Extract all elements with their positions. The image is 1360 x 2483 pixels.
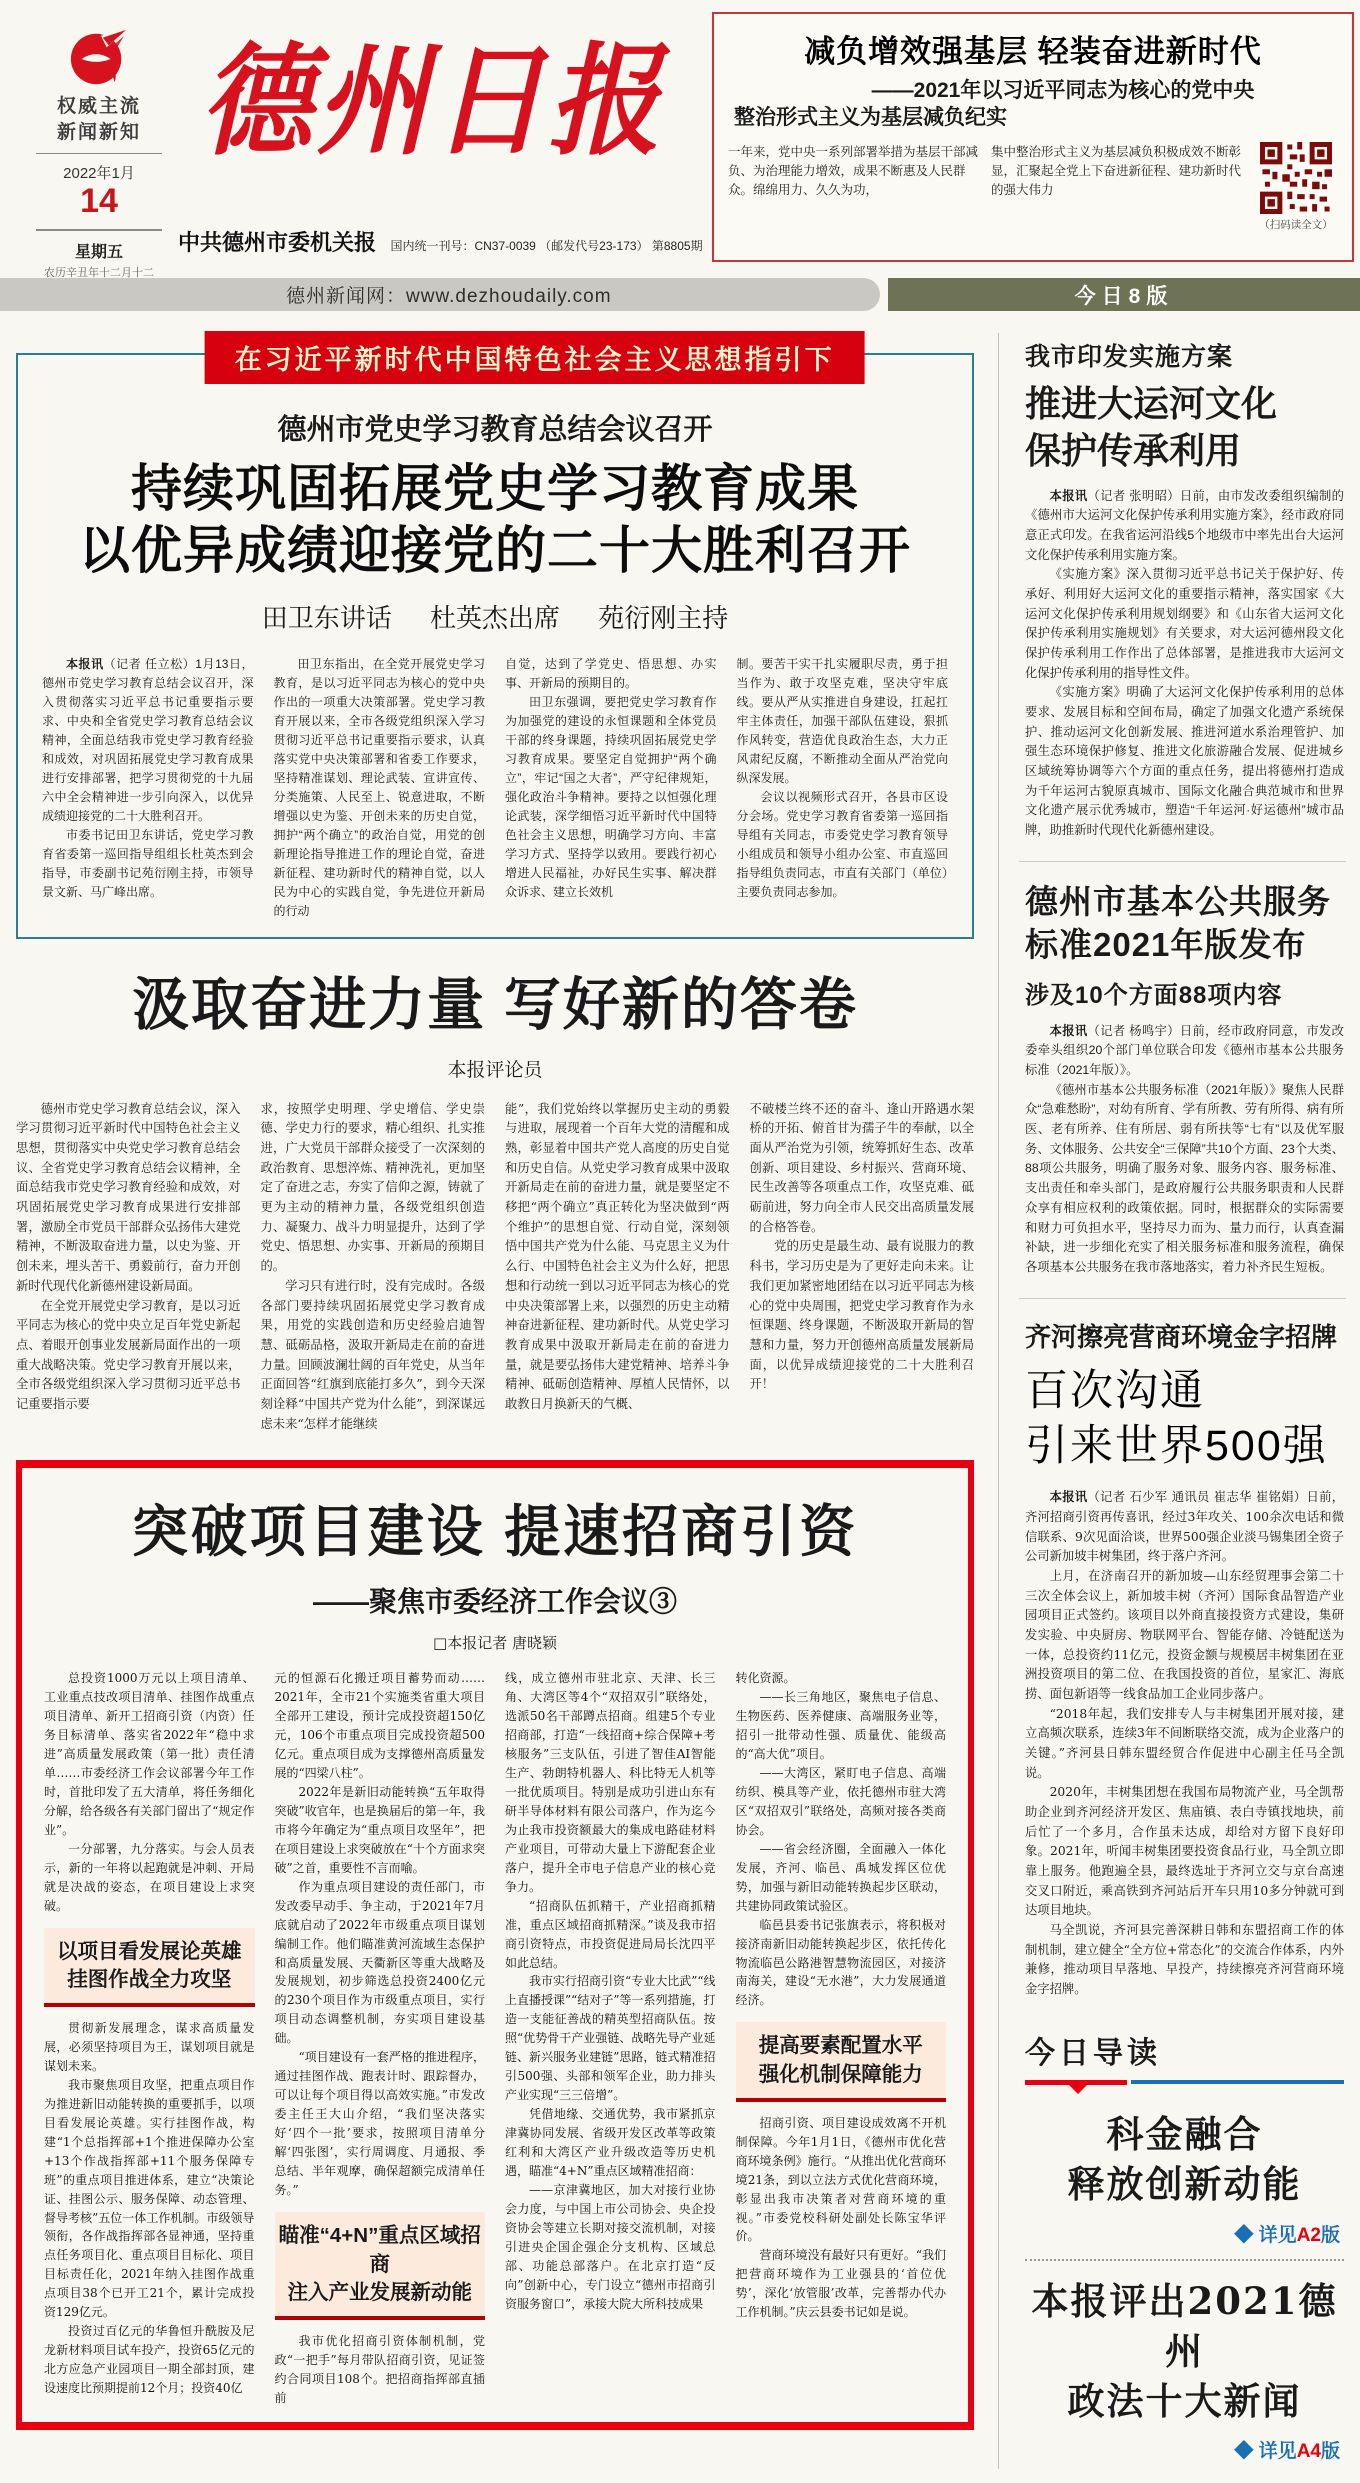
website-url: 德州新闻网：www.dezhoudaily.com xyxy=(286,286,612,307)
paragraph: 《德州市基本公共服务标准（2021年版）》聚焦人民群众“急难愁盼”，对幼有所育、学有所教、劳有所得、病有所医、老有所养、住有所居、弱有所扶等“七有”以及优军服务、文体服务、公共安全“三保障”共10个方面、23个大类、88项公共服务，明确了服务对象、服务内容、服务标准、支出责任和牵头部门，是政府履行公共服务职责和人民群众享有相应权利的政策依据。同时，根据群众的实际需要和财力可负担水平，坚持尽力而为、量力而行，认真查漏补缺，进一步细化充实了相关服务标准和服务流程，确保各项基本公共服务在我市落地落实，着力补齐民生短板。 xyxy=(1025,1082,1344,1274)
paragraph: 一分部署，九分落实。与会人员表示，新的一年将以起跑就是冲刺、开局就是决战的姿态，在项目建设上求突破。 xyxy=(44,1841,255,1913)
feature-crosshead-3 xyxy=(736,2022,947,2101)
lead-headline-line2: 以优异成绩迎接党的二十大胜利召开 xyxy=(78,522,911,580)
digest-item xyxy=(1025,2110,1344,2247)
right-article-standards xyxy=(1019,874,1346,1292)
info-bar xyxy=(0,278,1360,311)
article-headline xyxy=(1025,381,1344,475)
issue-info: 国内统一刊号：CN37-0039 （邮发代号23-173） 第8805期 xyxy=(390,239,703,253)
content-grid xyxy=(0,311,1360,2483)
paragraph: ——大湾区，紧盯电子信息、高端纺织、模具等产业，依托德州市驻大湾区“双招双引”联络处，高频对接各类商协会。 xyxy=(735,1765,946,1837)
right-article-qihe xyxy=(1019,1311,1346,2014)
lead-column-4 xyxy=(737,655,949,920)
paragraph: “招商队伍抓精干，产业招商抓精准，重点区域招商抓精深。”谈及我市招商引资特点，市投资促进局局长沈四平如此总结。 xyxy=(505,1898,716,1970)
paragraph: ——京津冀地区，加大对接行业协会力度，与中国上市公司协会、央企投资协会等建立长期对接交流机制，对接引进央企国企强企分支机构、区域总部、功能总部落户。在北京打造“反向”创新中心，专门设立“德州市招商引资服务窗口”，承接大院大所科技成果 xyxy=(505,2182,716,2311)
crosshead-line2: 挂图作战全力攻坚 xyxy=(67,1968,232,1992)
headline-line1: 德州市基本公共服务 xyxy=(1025,882,1331,920)
lead-kicker: 德州市党史学习教育总结会议召开 xyxy=(277,412,713,446)
paragraph: 总投资1000万元以上项目清单、工业重点技改项目清单、挂图作战重点项目清单、新开工招商引资（内资）任务目标清单、落实省2022年“稳中求进”高质量发展政策（第一批）责任清单……市委经济工作会议部署今年工作时，首批印发了五大清单，将任务细化分解，给各级各有关部门留出了“规定作业”。 xyxy=(44,1671,255,1837)
topbox-column-1: 一年来，党中央一系列部署举措为基层干部减负、为治理能力增效，成果不断惠及人民群众。绵绵用力、久久为功， xyxy=(728,143,979,198)
crosshead-line2: 注入产业发展新动能 xyxy=(287,2281,472,2305)
editorial-byline: 本报评论员 xyxy=(447,1058,543,1081)
topbox-subhead xyxy=(728,77,1338,132)
top-right-article-box xyxy=(712,12,1354,262)
article-subhead: 涉及10个方面88项内容 xyxy=(1025,981,1283,1009)
feature-column-4 xyxy=(736,1669,947,2408)
paragraph: 田卫东指出，在全党开展党史学习教育，是以习近平同志为核心的党中央作出的一项重大决策部署。党史学习教育开展以来，全市各级党组织深入学习贯彻习近平总书记重要指示要求，认真落实党中央决策部署和省委工作要求，坚持精准谋划、理论武装、宣讲宣传、分类施策、人民至上、锐意进取，不断增强以史为鉴、开创未来的历史自觉，拥护“两个确立”的政治自觉，用党的创新理论指导推进工作的理论自觉，奋进新征程、建功新时代的精神自觉，以人民为中心的实践自觉，争先进位开新局的行动 xyxy=(273,657,485,918)
topbox-headline: 减负增效强基层 轻装奋进新时代 xyxy=(804,34,1262,69)
paragraph: 《实施方案》深入贯彻习近平总书记关于保护好、传承好、利用好大运河文化的重要指示精神，落实国家《大运河文化保护传承利用规划纲要》和《山东省大运河文化保护传承利用实施规划》有关要求，对大运河德州段文化保护传承利用工作作出了总体部署，是推进我市大运河文化保护传承利用的指导性文件。 xyxy=(1025,567,1344,680)
left-section xyxy=(16,327,974,2469)
paragraph xyxy=(1025,487,1344,566)
lead-byline: 田卫东讲话 杜英杰出席 苑衍刚主持 xyxy=(261,604,729,635)
masthead xyxy=(0,0,1360,278)
paragraph: 制。要苦干实干扎实履职尽责，勇于担当作为、敢于攻坚克难，坚决守牢底线。要从严从实推进自身建设，扛起扛牢主体责任，加强干部队伍建设，狠抓作风转变，营造优良政治生态，大力正风肃纪反腐，不断推动全面从严治党向纵深发展。 xyxy=(736,657,948,786)
paragraph: 临邑县委书记张旗表示，将积极对接济南新旧动能转换起步区，依托传化物流临邑公路港智慧物流园区，对接济南海关，建设“无水港”，大力发展通道经济。 xyxy=(735,1917,946,2008)
paragraph: 上月，在济南召开的新加坡—山东经贸理事会第二十三次全体会议上，新加坡丰树（齐河）国际食品智造产业园项目正式签约。该项目以外商直接投资方式建设，集研发实验、中央厨房、物联网平台、智能存储、冷链配送为一体，总投资约11亿元，投资金额与规模居丰树集团在亚洲投资项目的第二位、在我国投资的首位，星家汇、海底捞、面包新语等一线食品加工企业同步落户。 xyxy=(1025,1568,1344,1702)
paragraph xyxy=(1025,1487,1344,1567)
crosshead-line1: 瞄准“4+N”重点区域招商 xyxy=(278,2223,481,2276)
diamond-icon: ◆ xyxy=(1234,2224,1254,2246)
topbox-column-2: 集中整治形式主义为基层减负积极成效不断彰显，汇聚起全党上下奋进新征程、建功新时代的强大伟力 xyxy=(991,143,1242,198)
column-divider xyxy=(998,333,999,2469)
crosshead-line2: 强化机制保障能力 xyxy=(758,2063,923,2087)
paragraph-text: （记者 张明昭）日前，由市发改委组织编制的《德州市大运河文化保护传承利用实施方案》，经市政府同意正式印发。在我省运河沿线5个地级市中率先出台大运河文化保护传承利用实施方案。 xyxy=(1025,488,1344,562)
newspaper-title: 德州日报 xyxy=(200,30,664,173)
digest-rule-arrow-icon xyxy=(1069,2085,1087,2094)
feature-column-1 xyxy=(44,1669,255,2408)
masthead-left-block xyxy=(30,26,168,280)
qr-code-icon xyxy=(1260,142,1332,214)
diamond-icon: ◆ xyxy=(1234,2441,1254,2463)
paragraph-text: （记者 任立松）1月13日，德州市党史学习教育总结会议召开，深入贯彻落实习近平总书记重要指示要求、中央和全省党史学习教育总结会议精神，全面总结我市党史学习教育经验和成效，对巩固拓展党史学习教育成果进行安排部署，把学习贯彻党的十九届六中全会精神进一步引向深入，以优异成绩迎接党的二十大胜利召开。 xyxy=(42,657,254,824)
right-article-canal xyxy=(1019,331,1346,855)
paragraph: 不破楼兰终不还的奋斗、逢山开路遇水架桥的开拓、俯首甘为孺子牛的奉献，以全面从严治党为引领，统筹抓好生态、改革创新、项目建设、乡村振兴、营商环境、民生改善等各项重点工作，攻坚克难、砥砺前进，努力向全市人民交出高质量发展的合格答卷。 xyxy=(749,1101,974,1234)
digest-item xyxy=(1025,2277,1344,2464)
paragraph: 元的恒源石化搬迁项目蓄势而动……2021年，全市21个实施类省重大项目全部开工建设，预计完成投资超150亿元，106个市重点项目完成投资超500亿元。重点项目成为支撑德州高质量发展的“四梁八柱”。 xyxy=(274,1671,485,1780)
section-separator xyxy=(1019,1298,1346,1299)
editorial-body xyxy=(16,1100,974,1434)
editorial-column-1 xyxy=(16,1100,241,1434)
digest-title: 今日导读 xyxy=(1025,2035,1161,2071)
article-body xyxy=(1025,1022,1344,1278)
masthead-weekday: 星期五 xyxy=(74,243,123,261)
lede-label: 本报讯 xyxy=(1049,488,1088,503)
paragraph: 营商环境没有最好只有更好。“我们把营商环境作为工业强县的‘首位优势’，深化‘放管服’改革，完善帮办代办工作机制。”庆云县委书记如是说。 xyxy=(735,2248,946,2320)
paragraph: 我市优化招商引资体制机制，党政“一把手”每月带队招商引资，见证签约合同项目108个。把招商指挥部直插前 xyxy=(274,2333,485,2405)
ref-label: 详见 xyxy=(1258,2224,1297,2246)
paragraph: 贯彻新发展理念，谋求高质量发展，必须坚持项目为王，谋划项目就是谋划未来。 xyxy=(44,2020,255,2073)
digest-ref xyxy=(1025,2436,1340,2463)
digest-rule xyxy=(1025,2080,1344,2094)
paragraph: 招商引资、项目建设成效离不开机制保障。今年1月1日，《德州市优化营商环境条例》施行。“从推出优化营商环境21条，到以立法方式优化营商环境，彰显出我市决策者对营商环境的重视。”市委党校科研处副处长陈宝华评价。 xyxy=(735,2115,946,2244)
article-kicker: 齐河擦亮营商环境金字招牌 xyxy=(1025,1322,1338,1353)
paragraph: 会议以视频形式召开，各县市区设分会场。党史学习教育省委第一巡回指导组有关同志，市委党史学习教育领导小组成员和领导小组办公室、市直巡回指导组负责同志，市直有关部门（单位）主要负责同志参加。 xyxy=(736,790,948,899)
paragraph: 田卫东强调，要把党史学习教育作为加强党的建设的永恒课题和全体党员干部的终身课题，持续巩固拓展党史学习教育成果。要坚定自觉拥护“两个确立”，牢记“国之大者”，严守纪律规矩，强化政治斗争精神。要持之以恒强化理论武装，深学细悟习近平新时代中国特色社会主义思想，明确学习方向、丰富学习方式、坚持学以致用。要践行初心增进人民福祉，办好民生实事、解决群众诉求、建立长效机 xyxy=(505,695,717,899)
feature-subhead: ——聚焦市委经济工作会议③ xyxy=(312,1586,677,1618)
paragraph-text: （记者 杨鸣宇）日前，经市政府同意，市发改委牵头组织20个部门单位联合印发《德州市基本公共服务标准（2021年版）》。 xyxy=(1025,1023,1344,1078)
masthead-lunar-date: 农历辛丑年十二月十二 xyxy=(44,266,154,279)
editorial-column-2 xyxy=(261,1100,486,1434)
topbox-subhead-line2: 整治形式主义为基层减负纪实 xyxy=(734,106,1007,130)
today-digest xyxy=(1019,2024,1346,2464)
paragraph: 转化资源。 xyxy=(735,1671,796,1686)
digest-headline-line2: 政法十大新闻 xyxy=(1067,2378,1302,2423)
article-kicker: 我市印发实施方案 xyxy=(1025,343,1234,371)
feature-headline: 突破项目建设 提速招商引资 xyxy=(131,1500,859,1564)
paragraph: 《实施方案》明确了大运河文化保护传承利用的总体要求、发展目标和空间布局，确定了加强文化遗产系统保护、推动运河文化创新发展、推进河道水系治理管护、加强生态环境保护修复、推进文化旅游融合发展、促进城乡区域统筹协调等六个方面的重点任务，提出将德州打造成为千年运河古貌原真城市、国际文化融合典范城市和世界文化遗产展示优秀城市，塑造“千年运河·好运德州”城市品牌，助推新时代现代化新德州建设。 xyxy=(1025,685,1344,838)
masthead-date: 2022年1月 xyxy=(63,165,135,183)
lead-body xyxy=(42,655,948,920)
paragraph: 求，按照学史明理、学史增信、学史崇德、学史力行的要求，精心组织、扎实推进，广大党员干部群众接受了一次深刻的政治教育、思想淬炼、精神洗礼，更加坚定了奋进之志，夯实了信仰之源，铸就了更为主动的精神力量，各级党组织创造力、凝聚力、战斗力明显提升，达到了学党史、悟思想、办实事、开新局的预期目的。 xyxy=(260,1101,485,1274)
feature-body xyxy=(44,1669,946,2408)
ref-suffix: 版 xyxy=(1320,2224,1340,2246)
editorial-column-3 xyxy=(505,1100,730,1434)
org-name: 中共德州市委机关报 xyxy=(178,230,377,255)
paragraph: 德州市党史学习教育总结会议，深入学习贯彻习近平新时代中国特色社会主义思想，贯彻落实中央党史学习教育总结会议、全省党史学习教育总结会议精神，全面总结我市党史学习教育经验和成效，对巩固拓展党史学习教育成果进行安排部署，激励全市党员干部群众弘扬伟大建党精神，不断汲取奋进力量，以史为鉴、开创未来，埋头苦干、勇毅前行，奋力开创新时代现代化新德州建设新局面。 xyxy=(16,1101,241,1293)
paragraph-text: （记者 石少军 通讯员 崔志华 崔铭娟）日前，齐河招商引资再传喜讯，经过3年攻关、100余次电话和微信联系、9次见面洽谈，世界500强企业淡马锡集团全资子公司新加坡丰树集团，终于落户齐河。 xyxy=(1025,1490,1344,1564)
right-section xyxy=(1019,327,1346,2469)
paragraph: 线，成立德州市驻北京、天津、长三角、大湾区等4个“双招双引”联络处，选派50名干部蹲点招商。组建5个专业招商部，打造“一线招商+综合保障+考核服务”三支队伍，引进了智佳AI智能生产、勃朗特机器人、科比特无人机等一批优质项目。特别是成功引进山东有研半导体材料有限公司落户，作为迄今为止我市投资额最大的集成电路硅材料产业项目，可带动大量上下游配套企业落户，提升全市电子信息产业的核心竞争力。 xyxy=(505,1671,716,1894)
feature-article xyxy=(16,1460,974,2430)
paragraph: 在全党开展党史学习教育，是以习近平同志为核心的党中央立足百年党史新起点、着眼开创事业发展新局面作出的一项重大战略决策。党史学习教育开展以来，全市各级党组织深入学习贯彻习近平总书记重要指示要 xyxy=(16,1298,241,1411)
digest-headline-line1: 本报评出2021德州 xyxy=(1031,2278,1338,2373)
website-bar xyxy=(0,278,880,311)
headline-line2: 保护传承利用 xyxy=(1025,429,1242,472)
paragraph: ——省会经济圈，全面融入一体化发展，齐河、临邑、禹城发挥区位优势，加强与新旧动能转换起步区联动，共建协同政策试验区。 xyxy=(735,1841,946,1913)
editorial-article xyxy=(16,959,974,1434)
article-body xyxy=(1025,1487,1344,1999)
topbox-body xyxy=(728,142,1338,233)
masthead-slogan xyxy=(30,94,168,145)
slogan-line-1: 权威主流 xyxy=(56,96,141,117)
paragraph xyxy=(42,655,254,826)
slogan-line-2: 新闻新知 xyxy=(56,121,141,143)
paragraph: 能”，我们党始终以掌握历史主动的勇毅与进取，展现着一个百年大党的清醒和成熟，彰显着中国共产党人高度的历史自觉和历史自信。从党史学习教育成果中汲取开新局走在前的奋进力量，就是要坚定不移把“两个确立”真正转化为坚决做到“两个维护”的思想自觉、行动自觉，深刻领悟中国共产党为什么能、马克思主义为什么行、中国特色社会主义为什么好，把思想和行动统一到以习近平同志为核心的党中央决策部署上来，以强烈的历史主动精神奋进新征程、建功新时代。从党史学习教育成果中汲取开新局走在前的奋进力量，就是要弘扬伟大建党精神、培养斗争精神、砥砺创造精神、厚植人民情怀，以敢教日月换新天的气概、 xyxy=(505,1101,730,1411)
ref-suffix: 版 xyxy=(1320,2441,1340,2463)
qr-caption: （扫码读全文） xyxy=(1259,218,1333,231)
ref-page: A4 xyxy=(1296,2441,1321,2463)
paragraph: 党的历史是最生动、最有说服力的教科书，学习历史是为了更好走向未来。让我们更加紧密地团结在以习近平同志为核心的党中央周围，把党史学习教育作为永恒课题、终身课题，不断汲取开新局的智慧和力量，努力开创德州高质量发展新局面，以优异成绩迎接党的二十大胜利召开！ xyxy=(749,1239,974,1392)
lead-article xyxy=(16,345,974,939)
paragraph: 投资过百亿元的华鲁恒升酰胺及尼龙新材料项目试车投产，投资65亿元的北方应急产业园项目一期全部封顶，建设速度比预期提前12个月；投资40亿 xyxy=(44,2324,255,2396)
masthead-day-number: 14 xyxy=(80,182,118,221)
pages-bar xyxy=(888,278,1360,311)
pages-count: 今日8版 xyxy=(1074,284,1174,308)
headline-line1: 推进大运河文化 xyxy=(1025,383,1278,425)
feature-byline: □本报记者 唐晓颖 xyxy=(433,1634,557,1653)
headline-line2: 标准2021年版发布 xyxy=(1025,926,1307,964)
newspaper-logo-icon xyxy=(68,26,130,88)
topbox-subhead-line1: ——2021年以习近平同志为核心的党中央 xyxy=(871,79,1255,102)
digest-headline xyxy=(1025,2110,1344,2210)
lede-label: 本报讯 xyxy=(1049,1023,1088,1038)
digest-headline xyxy=(1025,2277,1344,2427)
editorial-headline: 汲取奋进力量 写好新的答卷 xyxy=(132,972,858,1037)
lead-column-3 xyxy=(505,655,717,920)
lead-column-2 xyxy=(274,655,486,920)
digest-headline-line2: 释放创新动能 xyxy=(1067,2161,1302,2206)
red-slogan-banner: 在习近平新时代中国特色社会主义思想指引下 xyxy=(205,331,865,384)
lead-column-1 xyxy=(42,655,254,920)
org-row xyxy=(178,226,703,257)
paragraph: “项目建设有一套严格的推进程序，通过挂图作战、跑表计时、跟踪督办，可以让每个项目得以高效实施。”市发改委主任王大山介绍，“我们坚决落实好‘四个一批’要求，按照项目清单分解‘四张图’，实行周调度、月通报、季总结、半年观摩，确保超额完成清单任务。” xyxy=(274,2050,485,2197)
paragraph: 学习只有进行时，没有完成时。各级各部门要持续巩固拓展党史学习教育成果，用党的实践创造和历史经验启迪智慧、砥砺品格，汲取开新局走在前的奋进力量。回顾波澜壮阔的百年党史，从当年正面回答“红旗到底能打多久”，到今天深刻诠释“中国共产党为什么能”，到深谋远虑未来“怎样才能继续 xyxy=(260,1278,485,1431)
article-headline xyxy=(1025,1364,1344,1476)
ref-page: A2 xyxy=(1296,2224,1321,2246)
lead-headline-line1: 持续巩固拓展党史学习教育成果 xyxy=(130,460,859,517)
digest-rule-blue xyxy=(1131,2080,1344,2084)
feature-column-3 xyxy=(505,1669,716,2408)
headline-line2: 引来世界500强 xyxy=(1025,1422,1328,1471)
article-headline xyxy=(1025,880,1344,967)
digest-ref xyxy=(1025,2220,1340,2247)
paragraph: 作为重点项目建设的责任部门，市发改委早动手、争主动，于2021年7月底就启动了2022年市级重点项目谋划编制工作。他们瞄准黄河流域生态保护和高质量发展、天衢新区等重大战略及发展规划，初步筛选总投资2400亿元的230个项目作为市级重点项目，实行项目动态调整机制，夯实项目建设基础。 xyxy=(274,1879,485,2046)
paragraph: 自觉，达到了学党史、悟思想、办实事、开新局的预期目的。 xyxy=(505,657,717,691)
ref-label: 详见 xyxy=(1258,2441,1297,2463)
paragraph: 马全凯说，齐河县完善深耕日韩和东盟招商工作的体制机制，建立健全“全方位+常态化”的交流合作体系，内外兼修，推动项目早落地、早投产，持续擦亮齐河营商环境金字招牌。 xyxy=(1025,1923,1344,1997)
feature-crosshead-2 xyxy=(275,2212,486,2320)
digest-dotted-divider xyxy=(1025,2259,1344,2261)
lead-headline xyxy=(42,458,948,582)
digest-headline-line1: 科金融合 xyxy=(1106,2111,1263,2156)
feature-column-2 xyxy=(275,1669,486,2408)
feature-crosshead-1 xyxy=(44,1928,255,2007)
editorial-column-4 xyxy=(750,1100,975,1434)
lede-label: 本报讯 xyxy=(1049,1489,1088,1505)
paragraph: 市委书记田卫东讲话，党史学习教育省委第一巡回指导组组长杜英杰到会指导，市委副书记苑衍刚主持，市领导景文新、马广峰出席。 xyxy=(42,828,254,899)
qr-code-block xyxy=(1254,142,1338,233)
article-body xyxy=(1025,487,1344,841)
crosshead-line1: 提高要素配置水平 xyxy=(758,2034,923,2058)
headline-line1: 百次沟通 xyxy=(1025,1366,1205,1415)
paragraph: ——长三角地区，聚焦电子信息、生物医药、医养健康、高端服务业等，招引一批带动性强、质量优、能级高的“高大优”项目。 xyxy=(735,1690,946,1762)
paragraph xyxy=(1025,1022,1344,1081)
paragraph: 我市聚焦项目攻坚，把重点项目作为推进新旧动能转换的重要抓手，以项目看发展论英雄。实行挂图作战，构建“1个总指挥部+1个推进保障办公室+13个作战指挥部+11个服务保障专班”的重点项目推进体系，建立“决策论证、挂图公示、服务保障、动态管理、督导考核”五位一体工作机制。市级领导领衔，各作战指挥部各显神通，坚持重点任务项目化、重点项目目标化、项目目标责任化，2021年纳入挂图作战重点项目38个已开工21个，累计完成投资129亿元。 xyxy=(44,2077,255,2320)
paragraph: “2018年起，我们安排专人与丰树集团开展对接，建立高频次联系，连续3年不间断联络交流，成为企业落户的关键。”齐河县日韩东盟经贸合作促进中心副主任马全凯说。 xyxy=(1025,1706,1344,1780)
paragraph: 2020年，丰树集团想在我国布局物流产业，马全凯帮助企业到齐河经济开发区、焦庙镇、表白寺镇找地块，前后忙了一个多月，合作虽未达成，却给对方留下良好印象。2021年，听闻丰树集团要投资食品行业，马全凯立即靠上服务。他跑遍全县，最终选址于齐河立交与京台高速交叉口附近，乘高铁到齐河站后开车只用10多分钟就可到达项目地块。 xyxy=(1025,1785,1344,1918)
masthead-divider-2 xyxy=(36,229,162,231)
paragraph: 我市实行招商引资“专业大比武”“线上直播授课”“结对子”等一系列措施，打造一支能征善战的精英型招商队伍。按照“优势骨干产业强链、战略先导产业延链、新兴服务业建链”思路，链式精准招引500强、头部和领军企业，助力排头产业实现“三三倍增”。 xyxy=(505,1974,716,2103)
paragraph: 凭借地缘、交通优势，我市紧抓京津冀协同发展、省级开发区改革等政策红利和大湾区产业升级改造等历史机遇，瞄准“4+N”重点区域精准招商： xyxy=(505,2107,716,2178)
crosshead-line1: 以项目看发展论英雄 xyxy=(57,1939,242,1963)
paragraph: 2022年是新旧动能转换“五年取得突破”收官年，也是换届后的第一年，我市将今年确定为“重点项目攻坚年”，把在项目建设上求突破放在“十个方面求突破”之首，重要性不言而喻。 xyxy=(274,1784,485,1875)
lede-label: 本报讯 xyxy=(66,657,104,672)
masthead-divider xyxy=(36,153,162,154)
section-separator xyxy=(1019,861,1346,862)
